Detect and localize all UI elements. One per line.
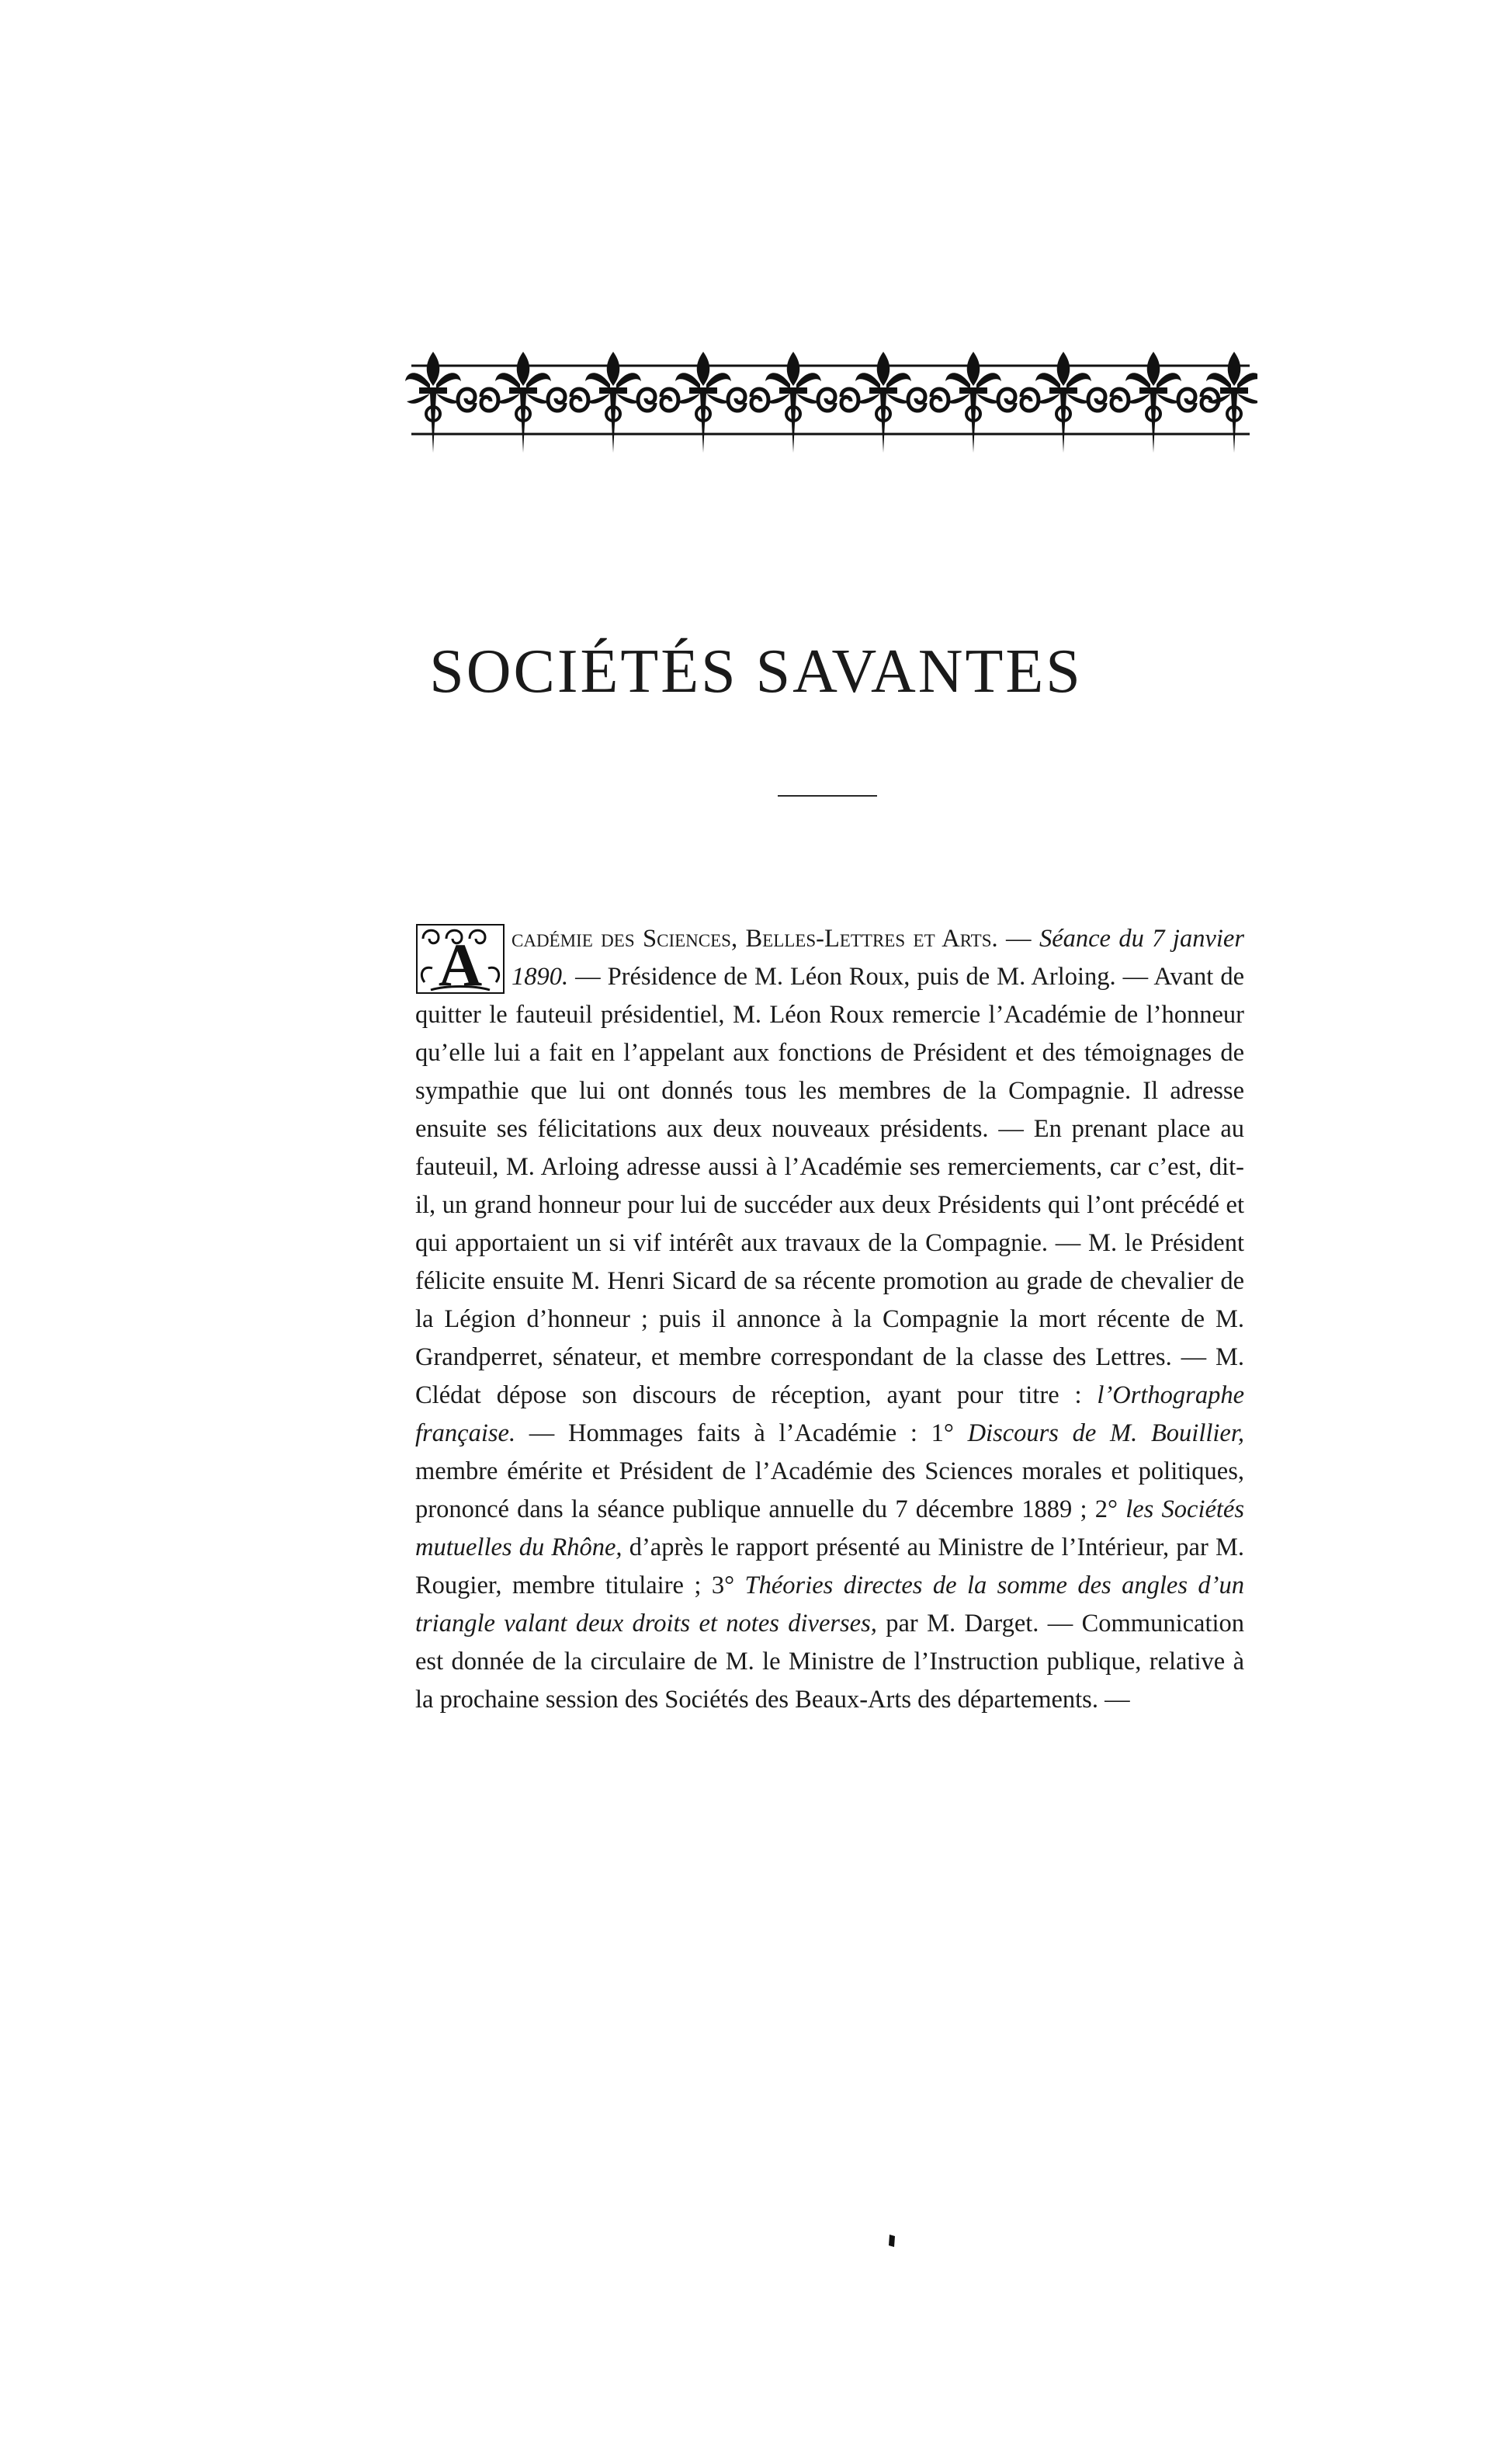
body-text: — Hommages faits à l’Académie : 1°	[515, 1419, 968, 1447]
separator: —	[997, 925, 1039, 953]
title-rule	[778, 795, 877, 797]
fleur-de-lis-border-icon	[404, 326, 1257, 474]
body-text: — Présidence de M. Léon Roux, puis de M. Arloing. — Avant de quitter le fauteuil présidentiel, M. Léon Roux remercie l’Académie de l’honneur qu’elle lui a fait en l’appelant aux fonctions de Président et des témoignages de sympathie que lui ont donnés tous les membres de la Compagnie. Il adresse ensuite ses félicitations aux deux nouveaux présidents. — En prenant place au fauteuil, M. Arloing adresse aussi à l’Académie ses remerciements, car c’est, dit-il, un grand honneur pour lui de succéder aux deux Présidents qui l’ont précédé et qui apportaient un si vif intérêt aux travaux de la Compagnie. — M. le Président félicite ensuite M. Henri Sicard de sa récente promotion au grade de chevalier de la Légion d’honneur ; puis il annonce à la Compagnie la mort récente de M. Grandperret, sénateur, et membre correspondant de la classe des Lettres. — M. Clédat dépose son discours de réception, ayant pour titre :	[415, 963, 1244, 1409]
society-name: cadémie des Sciences, Belles-Lettres et Arts.	[512, 925, 998, 953]
page-mark-icon	[886, 2233, 897, 2249]
work-title: l’Orthographe française.	[415, 1381, 1244, 1447]
work-title: Discours de M. Bouillier,	[967, 1419, 1245, 1447]
body-text: membre émérite et Président de l’Académie des Sciences morales et politiques, prononcé dans la séance publique annuelle du 7 décembre 1889 ; 2°	[415, 1457, 1244, 1523]
work-title: Théories directes de la somme des angles d’un triangle valant deux droits et notes diverses,	[415, 1572, 1244, 1637]
session-date: Séance du 7 janvier 1890.	[512, 925, 1244, 991]
article-paragraph	[415, 920, 1244, 1719]
body-text: d’après le rapport présenté au Ministre de l’Intérieur, par M. Rougier, membre titulaire ; 3°	[415, 1533, 1244, 1599]
svg-text:A: A	[438, 931, 483, 995]
page-title: SOCIÉTÉS SAVANTES	[429, 637, 1083, 706]
decorated-initial-letter	[415, 923, 505, 995]
body-text: par M. Darget. — Communication est donnée de la circulaire de M. le Ministre de l’Instruction publique, relative à la prochaine session des Sociétés des Beaux-Arts des départements. —	[415, 1610, 1245, 1714]
work-title: les Sociétés mutuelles du Rhône,	[415, 1495, 1244, 1561]
